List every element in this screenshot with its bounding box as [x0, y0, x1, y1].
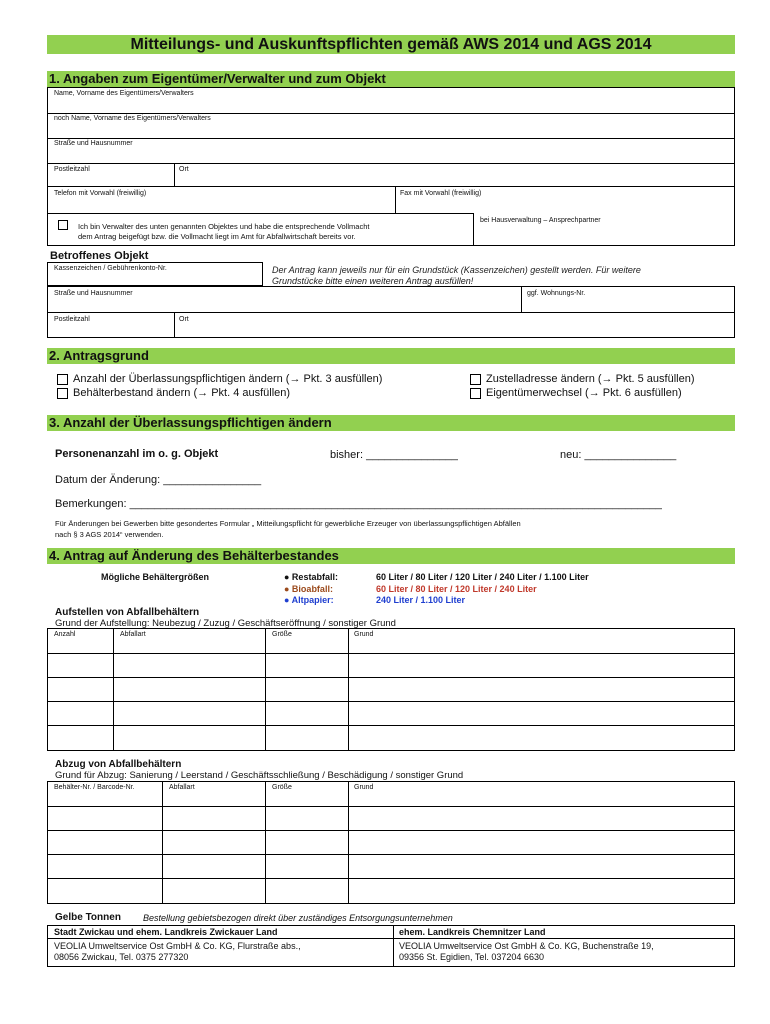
owner-form	[47, 87, 735, 246]
removal-heading: Abzug von Abfallbehältern	[55, 759, 182, 770]
apartment-number-field[interactable]: ggf. Wohnungs-Nr.	[527, 290, 586, 297]
owner-fax-field[interactable]: Fax mit Vorwahl (freiwillig)	[400, 190, 482, 197]
persons-before-field[interactable]: bisher: _______________	[330, 449, 458, 461]
setup-col-waste-type: Abfallart	[120, 631, 146, 638]
paper-waste-label: ● Altpapier:	[284, 595, 334, 605]
persons-new-field[interactable]: neu: _______________	[560, 449, 677, 461]
section-3-heading: 3. Anzahl der Überlassungspflichtigen ändern	[47, 415, 735, 431]
change-date-field[interactable]: Datum der Änderung: ________________	[55, 474, 262, 486]
bio-waste-sizes: 60 Liter / 80 Liter / 120 Liter / 240 Liter	[376, 584, 537, 594]
setup-col-count: Anzahl	[54, 631, 76, 638]
removal-reason: Grund für Abzug: Sanierung / Leerstand / Geschäftsschließung / Beschädigung / sonstiger Grund	[55, 770, 464, 781]
setup-reason: Grund der Aufstellung: Neubezug / Zuzug / Geschäftseröffnung / sonstiger Grund	[55, 618, 396, 629]
removal-col-size: Größe	[272, 784, 292, 791]
change-persons-label: Anzahl der Überlassungspflichtigen ändern (→ Pkt. 3 ausfüllen)	[73, 373, 383, 385]
zwickau-title: Stadt Zwickau und ehem. Landkreis Zwickauer Land	[54, 927, 278, 937]
removal-col-reason: Grund	[354, 784, 374, 791]
object-city-field[interactable]: Ort	[179, 316, 189, 323]
owner-street-field[interactable]: Straße und Hausnummer	[54, 140, 133, 147]
yellow-bins-subtitle: Bestellung gebietsbezogen direkt über zuständiges Entsorgungsunternehmen	[143, 913, 453, 923]
bio-waste-label: ● Bioabfall:	[284, 584, 333, 594]
owner-name2-field[interactable]: noch Name, Vorname des Eigentümers/Verwalters	[54, 115, 211, 122]
owner-change-checkbox[interactable]	[470, 388, 481, 399]
residual-waste-sizes: 60 Liter / 80 Liter / 120 Liter / 240 Liter / 1.100 Liter	[376, 572, 589, 582]
business-note-2: nach § 3 AGS 2014“ verwenden.	[55, 530, 164, 539]
paper-waste-sizes: 240 Liter / 1.100 Liter	[376, 595, 466, 605]
persons-label: Personenanzahl im o. g. Objekt	[55, 448, 219, 460]
chemnitz-address-1: VEOLIA Umweltservice Ost GmbH & Co. KG, Buchenstraße 19,	[399, 941, 654, 951]
section-2-heading: 2. Antragsgrund	[47, 348, 735, 364]
chemnitz-title: ehem. Landkreis Chemnitzer Land	[399, 927, 546, 937]
removal-col-waste-type: Abfallart	[169, 784, 195, 791]
account-number-field[interactable]	[47, 262, 263, 286]
owner-change-label: Eigentümerwechsel (→ Pkt. 6 ausfüllen)	[486, 387, 682, 399]
section-4-heading: 4. Antrag auf Änderung des Behälterbestandes	[47, 548, 735, 564]
object-heading: Betroffenes Objekt	[50, 250, 149, 262]
change-bins-checkbox[interactable]	[57, 388, 68, 399]
object-address-form	[47, 286, 735, 338]
object-note-1: Der Antrag kann jeweils nur für ein Grundstück (Kassenzeichen) gestellt werden. Für weitere	[272, 265, 641, 275]
removal-table	[47, 781, 735, 904]
object-zip-field[interactable]: Postleitzahl	[54, 316, 90, 323]
residual-waste-label: ● Restabfall:	[284, 572, 338, 582]
owner-zip-field[interactable]: Postleitzahl	[54, 166, 90, 173]
owner-phone-field[interactable]: Telefon mit Vorwahl (freiwillig)	[54, 190, 147, 197]
account-number-label: Kassenzeichen / Gebührenkonto-Nr.	[54, 265, 167, 272]
owner-name-field[interactable]: Name, Vorname des Eigentümers/Verwalters	[54, 90, 194, 97]
owner-city-field[interactable]: Ort	[179, 166, 189, 173]
yellow-bins-table	[47, 925, 735, 967]
page-title: Mitteilungs- und Auskunftspflichten gemäß AWS 2014 und AGS 2014	[47, 35, 735, 54]
proxy-text-2: dem Antrag beigefügt bzw. die Vollmacht liegt im Amt für Abfallwirtschaft bereits vor.	[78, 232, 356, 241]
zwickau-address-1: VEOLIA Umweltservice Ost GmbH & Co. KG, Flurstraße abs.,	[54, 941, 301, 951]
change-address-label: Zustelladresse ändern (→ Pkt. 5 ausfüllen)	[486, 373, 695, 385]
yellow-bins-heading: Gelbe Tonnen	[55, 912, 121, 923]
object-note-2: Grundstücke bitte einen weiteren Antrag ausfüllen!	[272, 276, 474, 286]
proxy-text-1: Ich bin Verwalter des unten genannten Objektes und habe die entsprechende Vollmacht	[78, 222, 370, 231]
chemnitz-address-2: 09356 St. Egidien, Tel. 037204 6630	[399, 952, 544, 962]
proxy-checkbox[interactable]	[58, 220, 68, 230]
change-bins-label: Behälterbestand ändern (→ Pkt. 4 ausfüllen)	[73, 387, 291, 399]
setup-heading: Aufstellen von Abfallbehältern	[55, 607, 200, 618]
section-1-heading: 1. Angaben zum Eigentümer/Verwalter und zum Objekt	[47, 71, 735, 87]
change-address-checkbox[interactable]	[470, 374, 481, 385]
setup-col-size: Größe	[272, 631, 292, 638]
removal-col-bin-number: Behälter-Nr. / Barcode-Nr.	[54, 784, 135, 791]
setup-col-reason: Grund	[354, 631, 374, 638]
contact-person-field[interactable]: bei Hausverwaltung – Ansprechpartner	[480, 217, 601, 224]
setup-table	[47, 628, 735, 751]
object-street-field[interactable]: Straße und Hausnummer	[54, 290, 133, 297]
bin-sizes-label: Mögliche Behältergrößen	[101, 572, 210, 582]
remarks-field[interactable]: Bemerkungen: _______________________________________________________________________________________	[55, 498, 662, 510]
zwickau-address-2: 08056 Zwickau, Tel. 0375 277320	[54, 952, 189, 962]
business-note-1: Für Änderungen bei Gewerben bitte gesondertes Formular „ Mitteilungspflicht für gewerbliche Erzeuger von überlassungspflichtigen Abfällen	[55, 519, 521, 528]
change-persons-checkbox[interactable]	[57, 374, 68, 385]
